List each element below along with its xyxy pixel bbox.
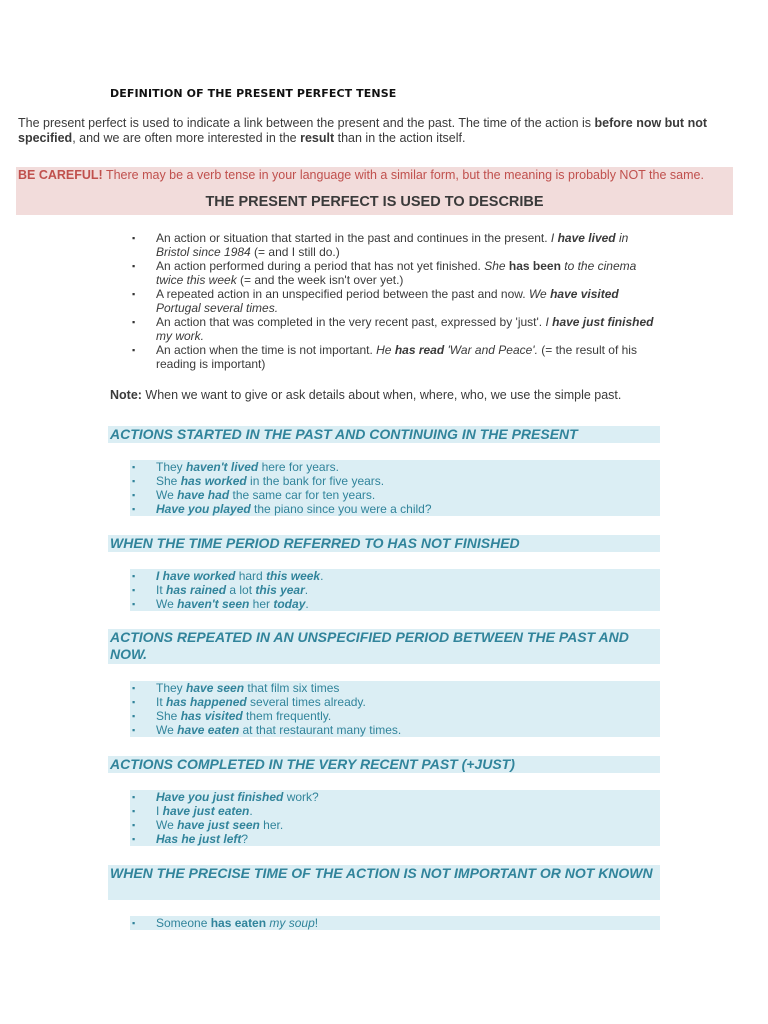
example-text: ? bbox=[241, 832, 249, 846]
use-item bbox=[130, 315, 660, 343]
examples-recent-past bbox=[130, 790, 660, 846]
example-text: a lot bbox=[226, 583, 256, 597]
intro-paragraph bbox=[18, 116, 738, 146]
example-text: the piano since you were a child? bbox=[250, 502, 432, 516]
example-text: the same car for ten years. bbox=[229, 488, 376, 502]
use-comment: (= and I still do.) bbox=[250, 245, 340, 259]
note-text: When we want to give or ask details about when, where, who, we use the simple past. bbox=[141, 388, 622, 402]
example-text: We bbox=[156, 488, 178, 502]
section-heading-repeated: ACTIONS REPEATED IN AN UNSPECIFIED PERIOD BETWEEN THE PAST AND NOW. bbox=[108, 629, 660, 664]
careful-box bbox=[16, 167, 733, 215]
note-line bbox=[110, 388, 621, 402]
use-example: to the cinema twice this week bbox=[156, 259, 637, 287]
intro-text-2: , and we are often more interested in the bbox=[72, 131, 301, 145]
use-example: He bbox=[376, 343, 395, 357]
example-text: ! bbox=[314, 916, 319, 930]
example-time: this week bbox=[266, 569, 321, 583]
bullet-icon: ▪ bbox=[132, 585, 136, 595]
document-title: DEFINITION OF THE PRESENT PERFECT TENSE bbox=[110, 87, 397, 100]
bullet-icon: ▪ bbox=[132, 490, 136, 500]
use-verb: have just finished bbox=[552, 315, 654, 329]
bullet-icon: ▪ bbox=[132, 317, 136, 327]
list-item bbox=[130, 695, 660, 709]
example-text: We bbox=[156, 818, 178, 832]
example-verb: haven't seen bbox=[177, 597, 250, 611]
list-item bbox=[130, 502, 660, 516]
section-heading-not-important: WHEN THE PRECISE TIME OF THE ACTION IS NOT IMPORTANT OR NOT KNOWN bbox=[108, 865, 660, 900]
example-text: hard bbox=[235, 569, 267, 583]
list-item bbox=[130, 460, 660, 474]
intro-bold-1: before now but not specified bbox=[18, 116, 707, 145]
examples-continuing bbox=[130, 460, 660, 516]
example-text: They bbox=[156, 460, 187, 474]
examples-not-finished bbox=[130, 569, 660, 611]
example-text: . bbox=[320, 569, 324, 583]
bullet-icon: ▪ bbox=[132, 918, 136, 928]
example-verb: have had bbox=[177, 488, 230, 502]
bullet-icon: ▪ bbox=[132, 599, 136, 609]
use-example: 'War and Peace'. bbox=[444, 343, 538, 357]
bullet-icon: ▪ bbox=[132, 683, 136, 693]
use-item bbox=[130, 287, 660, 315]
example-text: that film six times bbox=[244, 681, 340, 695]
example-text: here for years. bbox=[258, 460, 339, 474]
intro-bold-2: result bbox=[300, 131, 335, 145]
example-text: Someone bbox=[156, 916, 211, 930]
use-item bbox=[130, 259, 660, 287]
bullet-icon: ▪ bbox=[132, 792, 136, 802]
list-item bbox=[130, 832, 660, 846]
use-verb: has been bbox=[508, 259, 561, 273]
example-text: We bbox=[156, 597, 178, 611]
list-item bbox=[130, 474, 660, 488]
list-item bbox=[130, 818, 660, 832]
use-verb: have lived bbox=[557, 231, 616, 245]
example-verb: have just eaten bbox=[162, 804, 250, 818]
section-heading-recent-past: ACTIONS COMPLETED IN THE VERY RECENT PAST (+JUST) bbox=[108, 756, 660, 773]
use-text: An action or situation that started in the past and continues in the present. bbox=[156, 231, 551, 245]
example-text: . bbox=[305, 597, 309, 611]
example-text: It bbox=[156, 695, 167, 709]
careful-label: BE CAREFUL! bbox=[18, 168, 103, 182]
example-text: She bbox=[156, 474, 181, 488]
list-item bbox=[130, 916, 660, 930]
example-text: several times already. bbox=[246, 695, 366, 709]
example-verb: I have worked bbox=[156, 569, 236, 583]
use-item bbox=[130, 231, 660, 259]
example-text: They bbox=[156, 681, 187, 695]
example-time: today bbox=[273, 597, 306, 611]
use-example: my work. bbox=[156, 329, 204, 343]
section-heading-not-finished: WHEN THE TIME PERIOD REFERRED TO HAS NOT FINISHED bbox=[108, 535, 660, 552]
use-example: We bbox=[528, 287, 551, 301]
intro-text-3: than in the action itself. bbox=[334, 131, 466, 145]
list-item bbox=[130, 723, 660, 737]
list-item bbox=[130, 597, 660, 611]
list-item bbox=[130, 681, 660, 695]
example-verb: Have you just finished bbox=[156, 790, 284, 804]
example-verb: Has he just left bbox=[156, 832, 242, 846]
bullet-icon: ▪ bbox=[132, 711, 136, 721]
example-text: . bbox=[304, 583, 309, 597]
example-text: work? bbox=[283, 790, 319, 804]
intro-text-1: The present perfect is used to indicate a link between the present and the past. The time of the action is bbox=[18, 116, 595, 130]
bullet-icon: ▪ bbox=[132, 345, 136, 355]
careful-line bbox=[18, 168, 704, 182]
list-item bbox=[130, 583, 660, 597]
bullet-icon: ▪ bbox=[132, 289, 136, 299]
example-text: her bbox=[249, 597, 274, 611]
bullet-icon: ▪ bbox=[132, 725, 136, 735]
example-text: her. bbox=[259, 818, 284, 832]
list-item bbox=[130, 488, 660, 502]
careful-text: There may be a verb tense in your language with a similar form, but the meaning is probably NOT the same. bbox=[102, 168, 704, 182]
use-text: An action when the time is not important. bbox=[156, 343, 377, 357]
uses-list bbox=[130, 231, 660, 371]
use-comment: (= and the week isn't over yet.) bbox=[236, 273, 404, 287]
bullet-icon: ▪ bbox=[132, 834, 136, 844]
example-text: at that restaurant many times. bbox=[239, 723, 402, 737]
section-heading-continuing: ACTIONS STARTED IN THE PAST AND CONTINUING IN THE PRESENT bbox=[108, 426, 660, 443]
bullet-icon: ▪ bbox=[132, 462, 136, 472]
example-text: I bbox=[156, 804, 163, 818]
bullet-icon: ▪ bbox=[132, 697, 136, 707]
use-example: She bbox=[484, 259, 509, 273]
bullet-icon: ▪ bbox=[132, 476, 136, 486]
use-example: I bbox=[545, 315, 553, 329]
use-text: An action that was completed in the very recent past, expressed by 'just'. bbox=[156, 315, 546, 329]
example-verb: have seen bbox=[186, 681, 245, 695]
use-example: I bbox=[550, 231, 558, 245]
example-verb: has eaten bbox=[210, 916, 267, 930]
list-item bbox=[130, 569, 660, 583]
example-text: them frequently. bbox=[242, 709, 332, 723]
example-verb: has visited bbox=[180, 709, 243, 723]
bullet-icon: ▪ bbox=[132, 820, 136, 830]
example-text: She bbox=[156, 709, 181, 723]
use-text: A repeated action in an unspecified period between the past and now. bbox=[156, 287, 529, 301]
bullet-icon: ▪ bbox=[132, 261, 136, 271]
list-item bbox=[130, 804, 660, 818]
uses-heading: THE PRESENT PERFECT IS USED TO DESCRIBE bbox=[205, 194, 544, 210]
example-text: It bbox=[156, 583, 167, 597]
example-verb: has happened bbox=[166, 695, 247, 709]
use-verb: have visited bbox=[550, 287, 619, 301]
use-comment: (= the result of his reading is important) bbox=[156, 343, 637, 371]
use-example: Portugal several times. bbox=[156, 301, 279, 315]
example-verb: have eaten bbox=[177, 723, 240, 737]
example-text: my soup bbox=[266, 916, 315, 930]
use-text: An action performed during a period that has not yet finished. bbox=[156, 259, 485, 273]
example-verb: Have you played bbox=[156, 502, 251, 516]
example-text: We bbox=[156, 723, 178, 737]
list-item bbox=[130, 709, 660, 723]
examples-not-important bbox=[130, 916, 660, 930]
use-example: in Bristol since 1984 bbox=[156, 231, 629, 259]
example-verb: haven't lived bbox=[186, 460, 259, 474]
bullet-icon: ▪ bbox=[132, 806, 136, 816]
examples-repeated bbox=[130, 681, 660, 737]
list-item bbox=[130, 790, 660, 804]
example-time: this year bbox=[255, 583, 305, 597]
note-label: Note: bbox=[110, 388, 142, 402]
bullet-icon: ▪ bbox=[132, 233, 136, 243]
example-text: . bbox=[249, 804, 253, 818]
example-verb: has rained bbox=[166, 583, 227, 597]
bullet-icon: ▪ bbox=[132, 504, 136, 514]
use-item bbox=[130, 343, 660, 371]
example-text: in the bank for five years. bbox=[246, 474, 385, 488]
example-verb: has worked bbox=[180, 474, 247, 488]
example-verb: have just seen bbox=[177, 818, 260, 832]
use-verb: has read bbox=[394, 343, 445, 357]
bullet-icon: ▪ bbox=[132, 571, 136, 581]
